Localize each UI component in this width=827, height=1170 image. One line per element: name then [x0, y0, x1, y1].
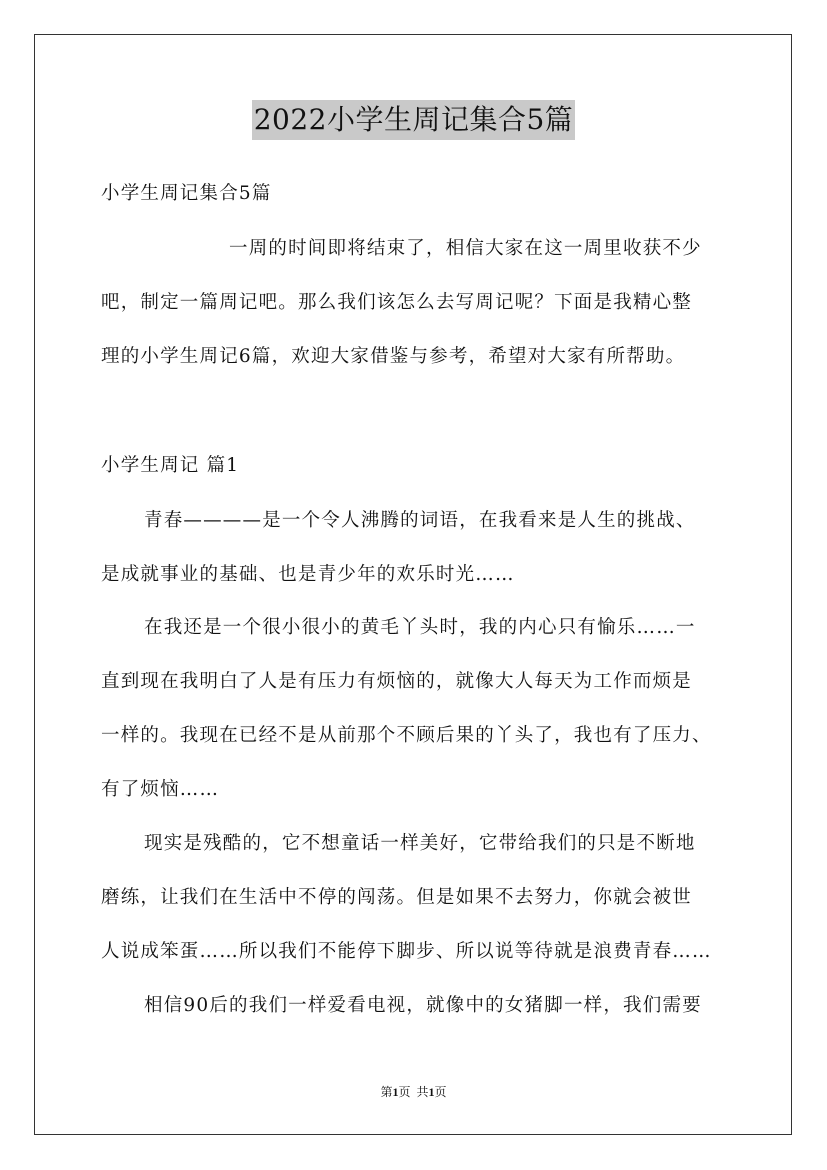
body-line-1: 青春————是一个令人沸腾的词语，在我看来是人生的挑战、 — [144, 510, 696, 531]
footer-page-suffix: 页 — [398, 1085, 411, 1099]
document-title: 2022小学生周记集合5篇 — [252, 100, 576, 140]
body-line-7: 现实是残酷的，它不想童话一样美好，它带给我们的只是不断地 — [144, 833, 696, 854]
body-line-10: 相信90后的我们一样爱看电视，就像中的女猪脚一样，我们需要 — [144, 995, 702, 1016]
footer-total-prefix: 共 — [416, 1085, 429, 1099]
section-heading: 小学生周记 篇1 — [101, 455, 240, 476]
footer-total-suffix: 页 — [434, 1085, 447, 1099]
page-footer — [0, 1084, 827, 1100]
intro-line-2: 吧，制定一篇周记吧。那么我们该怎么去写周记呢？下面是我精心整 — [101, 292, 693, 313]
body-line-2: 是成就事业的基础、也是青少年的欢乐时光…… — [101, 564, 515, 585]
body-line-4: 直到现在我明白了人是有压力有烦恼的，就像大人每天为工作而烦是 — [101, 671, 693, 692]
intro-line-1: 一周的时间即将结束了，相信大家在这一周里收获不少 — [229, 238, 702, 259]
body-line-5: 一样的。我现在已经不是从前那个不顾后果的丫头了，我也有了压力、 — [101, 725, 712, 746]
footer-total-number: 1 — [428, 1085, 435, 1099]
body-line-8: 磨练，让我们在生活中不停的闯荡。但是如果不去努力，你就会被世 — [101, 887, 693, 908]
intro-line-3: 理的小学生周记6篇，欢迎大家借鉴与参考，希望对大家有所帮助。 — [101, 346, 686, 367]
body-line-3: 在我还是一个很小很小的黄毛丫头时，我的内心只有愉乐……一 — [144, 617, 696, 638]
document-subtitle: 小学生周记集合5篇 — [101, 183, 272, 204]
body-line-6: 有了烦恼…… — [101, 779, 220, 800]
body-line-9: 人说成笨蛋……所以我们不能停下脚步、所以说等待就是浪费青春…… — [101, 941, 712, 962]
title-wrap — [0, 100, 827, 140]
footer-page-number: 1 — [392, 1085, 399, 1099]
footer-page-prefix: 第 — [380, 1085, 393, 1099]
